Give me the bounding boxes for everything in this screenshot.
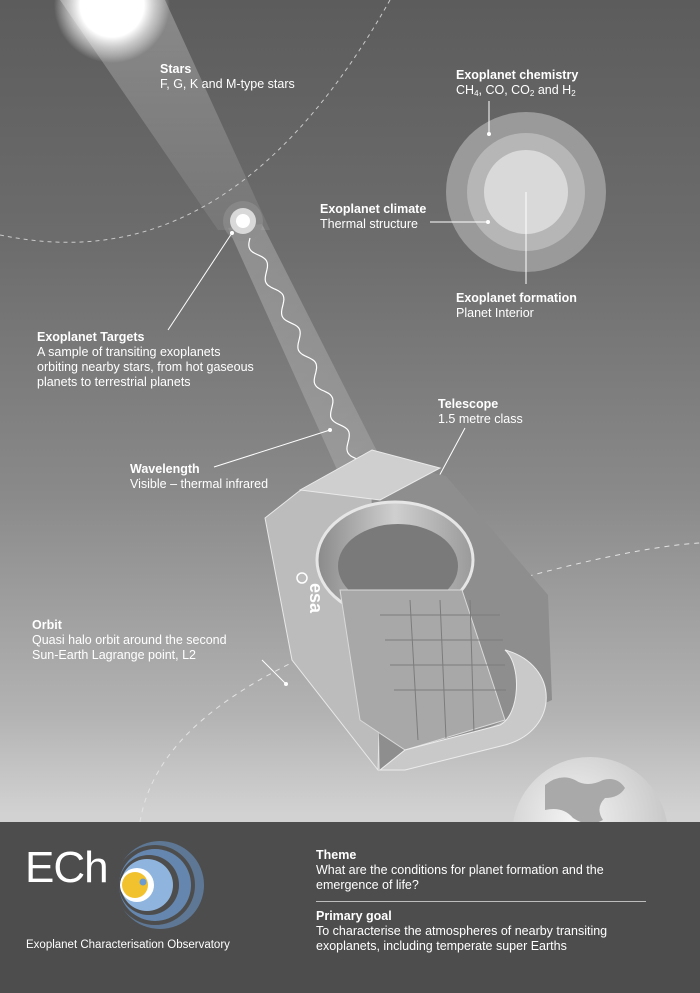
footer-divider bbox=[316, 901, 646, 902]
targets-label bbox=[37, 330, 254, 390]
telescope-title: Telescope bbox=[438, 397, 499, 411]
echo-logo-text: ECh bbox=[25, 843, 108, 892]
stars-label bbox=[160, 62, 295, 92]
theme-block bbox=[316, 848, 656, 893]
climate-desc: Thermal structure bbox=[320, 217, 418, 231]
formation-desc: Planet Interior bbox=[456, 306, 534, 320]
telescope-desc: 1.5 metre class bbox=[438, 412, 523, 426]
spacecraft-illustration bbox=[265, 450, 552, 770]
echo-logo-icon bbox=[105, 840, 215, 930]
targets-title: Exoplanet Targets bbox=[37, 330, 145, 344]
targets-desc-line: A sample of transiting exoplanets bbox=[37, 345, 221, 359]
goal-text-line: exoplanets, including temperate super Earths bbox=[316, 939, 567, 953]
wavelength-desc: Visible – thermal infrared bbox=[130, 477, 269, 491]
orbit-title: Orbit bbox=[32, 618, 62, 632]
goal-block bbox=[316, 909, 656, 954]
wavelength-label bbox=[130, 462, 268, 492]
orbit-desc-line: Quasi halo orbit around the second bbox=[32, 633, 227, 647]
theme-title: Theme bbox=[316, 848, 357, 862]
goal-text-line: To characterise the atmospheres of nearby transiting bbox=[316, 924, 608, 938]
theme-text-line: emergence of life? bbox=[316, 878, 419, 892]
targets-desc-line: orbiting nearby stars, from hot gaseous bbox=[37, 360, 254, 374]
targets-desc-line: planets to terrestrial planets bbox=[37, 375, 191, 389]
chemistry-label bbox=[456, 68, 578, 98]
telescope-label bbox=[438, 397, 523, 427]
observatory-name: Exoplanet Characterisation Observatory bbox=[26, 939, 230, 951]
formation-label bbox=[456, 291, 577, 321]
chemistry-title: Exoplanet chemistry bbox=[456, 68, 579, 82]
goal-title: Primary goal bbox=[316, 909, 392, 923]
esa-mark: esa bbox=[306, 583, 326, 614]
chemistry-desc: $CH_4$, CO, $CO_2$ and $H_2$ bbox=[456, 83, 576, 98]
stars-title: Stars bbox=[160, 62, 192, 76]
stars-desc: F, G, K and M-type stars bbox=[160, 77, 295, 91]
orbit-desc-line: Sun-Earth Lagrange point, L2 bbox=[32, 648, 197, 662]
wavelength-title: Wavelength bbox=[130, 462, 200, 476]
theme-text-line: What are the conditions for planet formation and the bbox=[316, 863, 604, 877]
formation-title: Exoplanet formation bbox=[456, 291, 577, 305]
orbit-label bbox=[32, 618, 227, 663]
climate-label bbox=[320, 202, 426, 232]
climate-title: Exoplanet climate bbox=[320, 202, 427, 216]
target-star-core bbox=[236, 214, 250, 228]
